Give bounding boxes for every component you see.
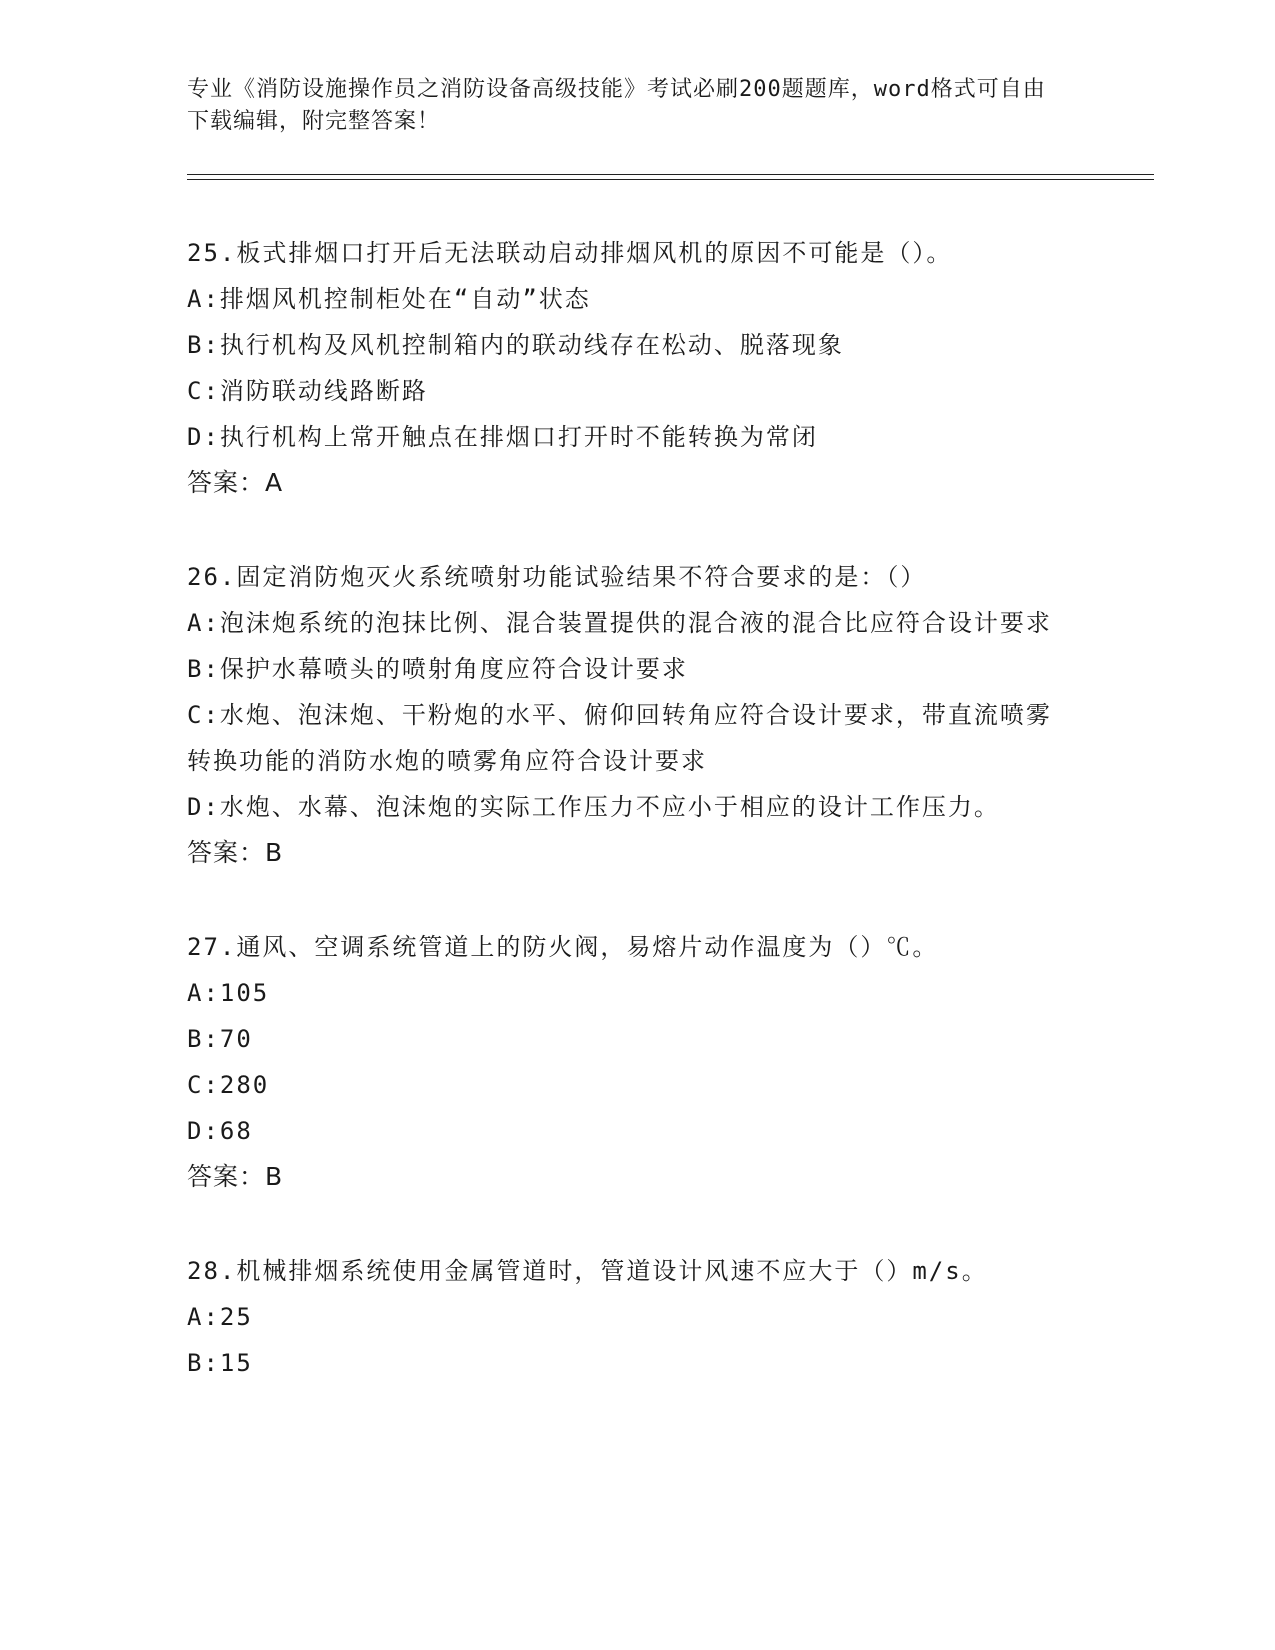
option-c: C:280: [187, 1071, 270, 1099]
question-stem: 28.机械排烟系统使用金属管道时，管道设计风速不应大于（）m/s。: [187, 1257, 988, 1285]
option-b: B:70: [187, 1025, 253, 1053]
option-d: D:执行机构上常开触点在排烟口打开时不能转换为常闭: [187, 423, 818, 451]
option-b: B:15: [187, 1349, 253, 1377]
header-text: 专业《消防设施操作员之消防设备高级技能》考试必刷200题题库，word格式可自由下载编辑，附完整答案！: [187, 77, 1046, 134]
question-stem: 26.固定消防炮灭火系统喷射功能试验结果不符合要求的是：（）: [187, 563, 927, 591]
question-26: [187, 554, 1067, 876]
option-c: C:消防联动线路断路: [187, 377, 428, 405]
answer: 答案：A: [187, 468, 284, 497]
option-a: A:105: [187, 979, 270, 1007]
document-header: [187, 74, 1067, 138]
header-rule-top: [187, 174, 1154, 175]
question-stem: 25.板式排烟口打开后无法联动启动排烟风机的原因不可能是（）。: [187, 239, 953, 267]
option-a: A:25: [187, 1303, 253, 1331]
option-c: C:水炮、泡沫炮、干粉炮的水平、俯仰回转角应符合设计要求，带直流喷雾转换功能的消防水炮的喷雾角应符合设计要求: [187, 701, 1052, 775]
option-a: A:泡沫炮系统的泡抹比例、混合装置提供的混合液的混合比应符合设计要求: [187, 609, 1052, 637]
answer: 答案：B: [187, 1162, 284, 1191]
answer: 答案：B: [187, 838, 284, 867]
question-list: [187, 230, 1067, 1386]
option-b: B:保护水幕喷头的喷射角度应符合设计要求: [187, 655, 688, 683]
option-d: D:68: [187, 1117, 253, 1145]
option-b: B:执行机构及风机控制箱内的联动线存在松动、脱落现象: [187, 331, 844, 359]
option-d: D:水炮、水幕、泡沫炮的实际工作压力不应小于相应的设计工作压力。: [187, 793, 1000, 821]
header-rule-bottom: [187, 179, 1154, 180]
option-a: A:排烟风机控制柜处在“自动”状态: [187, 285, 591, 313]
question-25: [187, 230, 1067, 506]
question-27: [187, 924, 1067, 1200]
question-stem: 27.通风、空调系统管道上的防火阀，易熔片动作温度为（）℃。: [187, 933, 939, 961]
question-28: [187, 1248, 1067, 1386]
